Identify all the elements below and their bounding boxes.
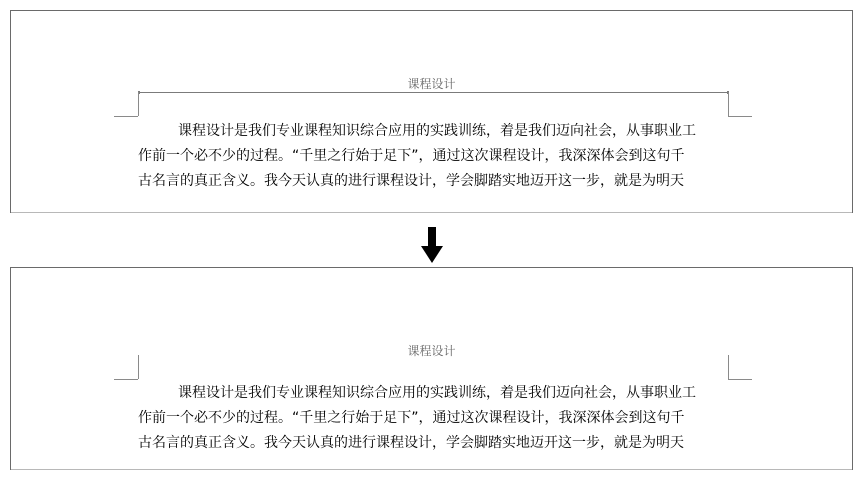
down-arrow-icon (421, 227, 443, 263)
before-document-panel (10, 10, 853, 213)
header-underline (138, 92, 729, 93)
paragraph-line: 作前一个必不少的过程。“千里之行始于足下”，通过这次课程设计，我深深体会到这句千 (138, 410, 685, 426)
paragraph-line: 古名言的真正含义。我今天认真的进行课程设计，学会脚踏实地迈开这一步，就是为明天 (138, 173, 684, 189)
paragraph-line: 作前一个必不少的过程。“千里之行始于足下”，通过这次课程设计，我深深体会到这句千 (138, 148, 685, 164)
paragraph-line: 课程设计是我们专业课程知识综合应用的实践训练，着是我们迈向社会，从事职业工 (178, 123, 696, 139)
after-document-panel (10, 267, 853, 470)
paragraph-line: 古名言的真正含义。我今天认真的进行课程设计，学会脚踏实地迈开这一步，就是为明天 (138, 435, 684, 451)
body-paragraph (138, 119, 730, 194)
page-header-text: 课程设计 (407, 77, 456, 91)
body-paragraph (138, 381, 730, 456)
paragraph-line: 课程设计是我们专业课程知识综合应用的实践训练，着是我们迈向社会，从事职业工 (178, 385, 696, 401)
page-header-text: 课程设计 (407, 344, 456, 358)
